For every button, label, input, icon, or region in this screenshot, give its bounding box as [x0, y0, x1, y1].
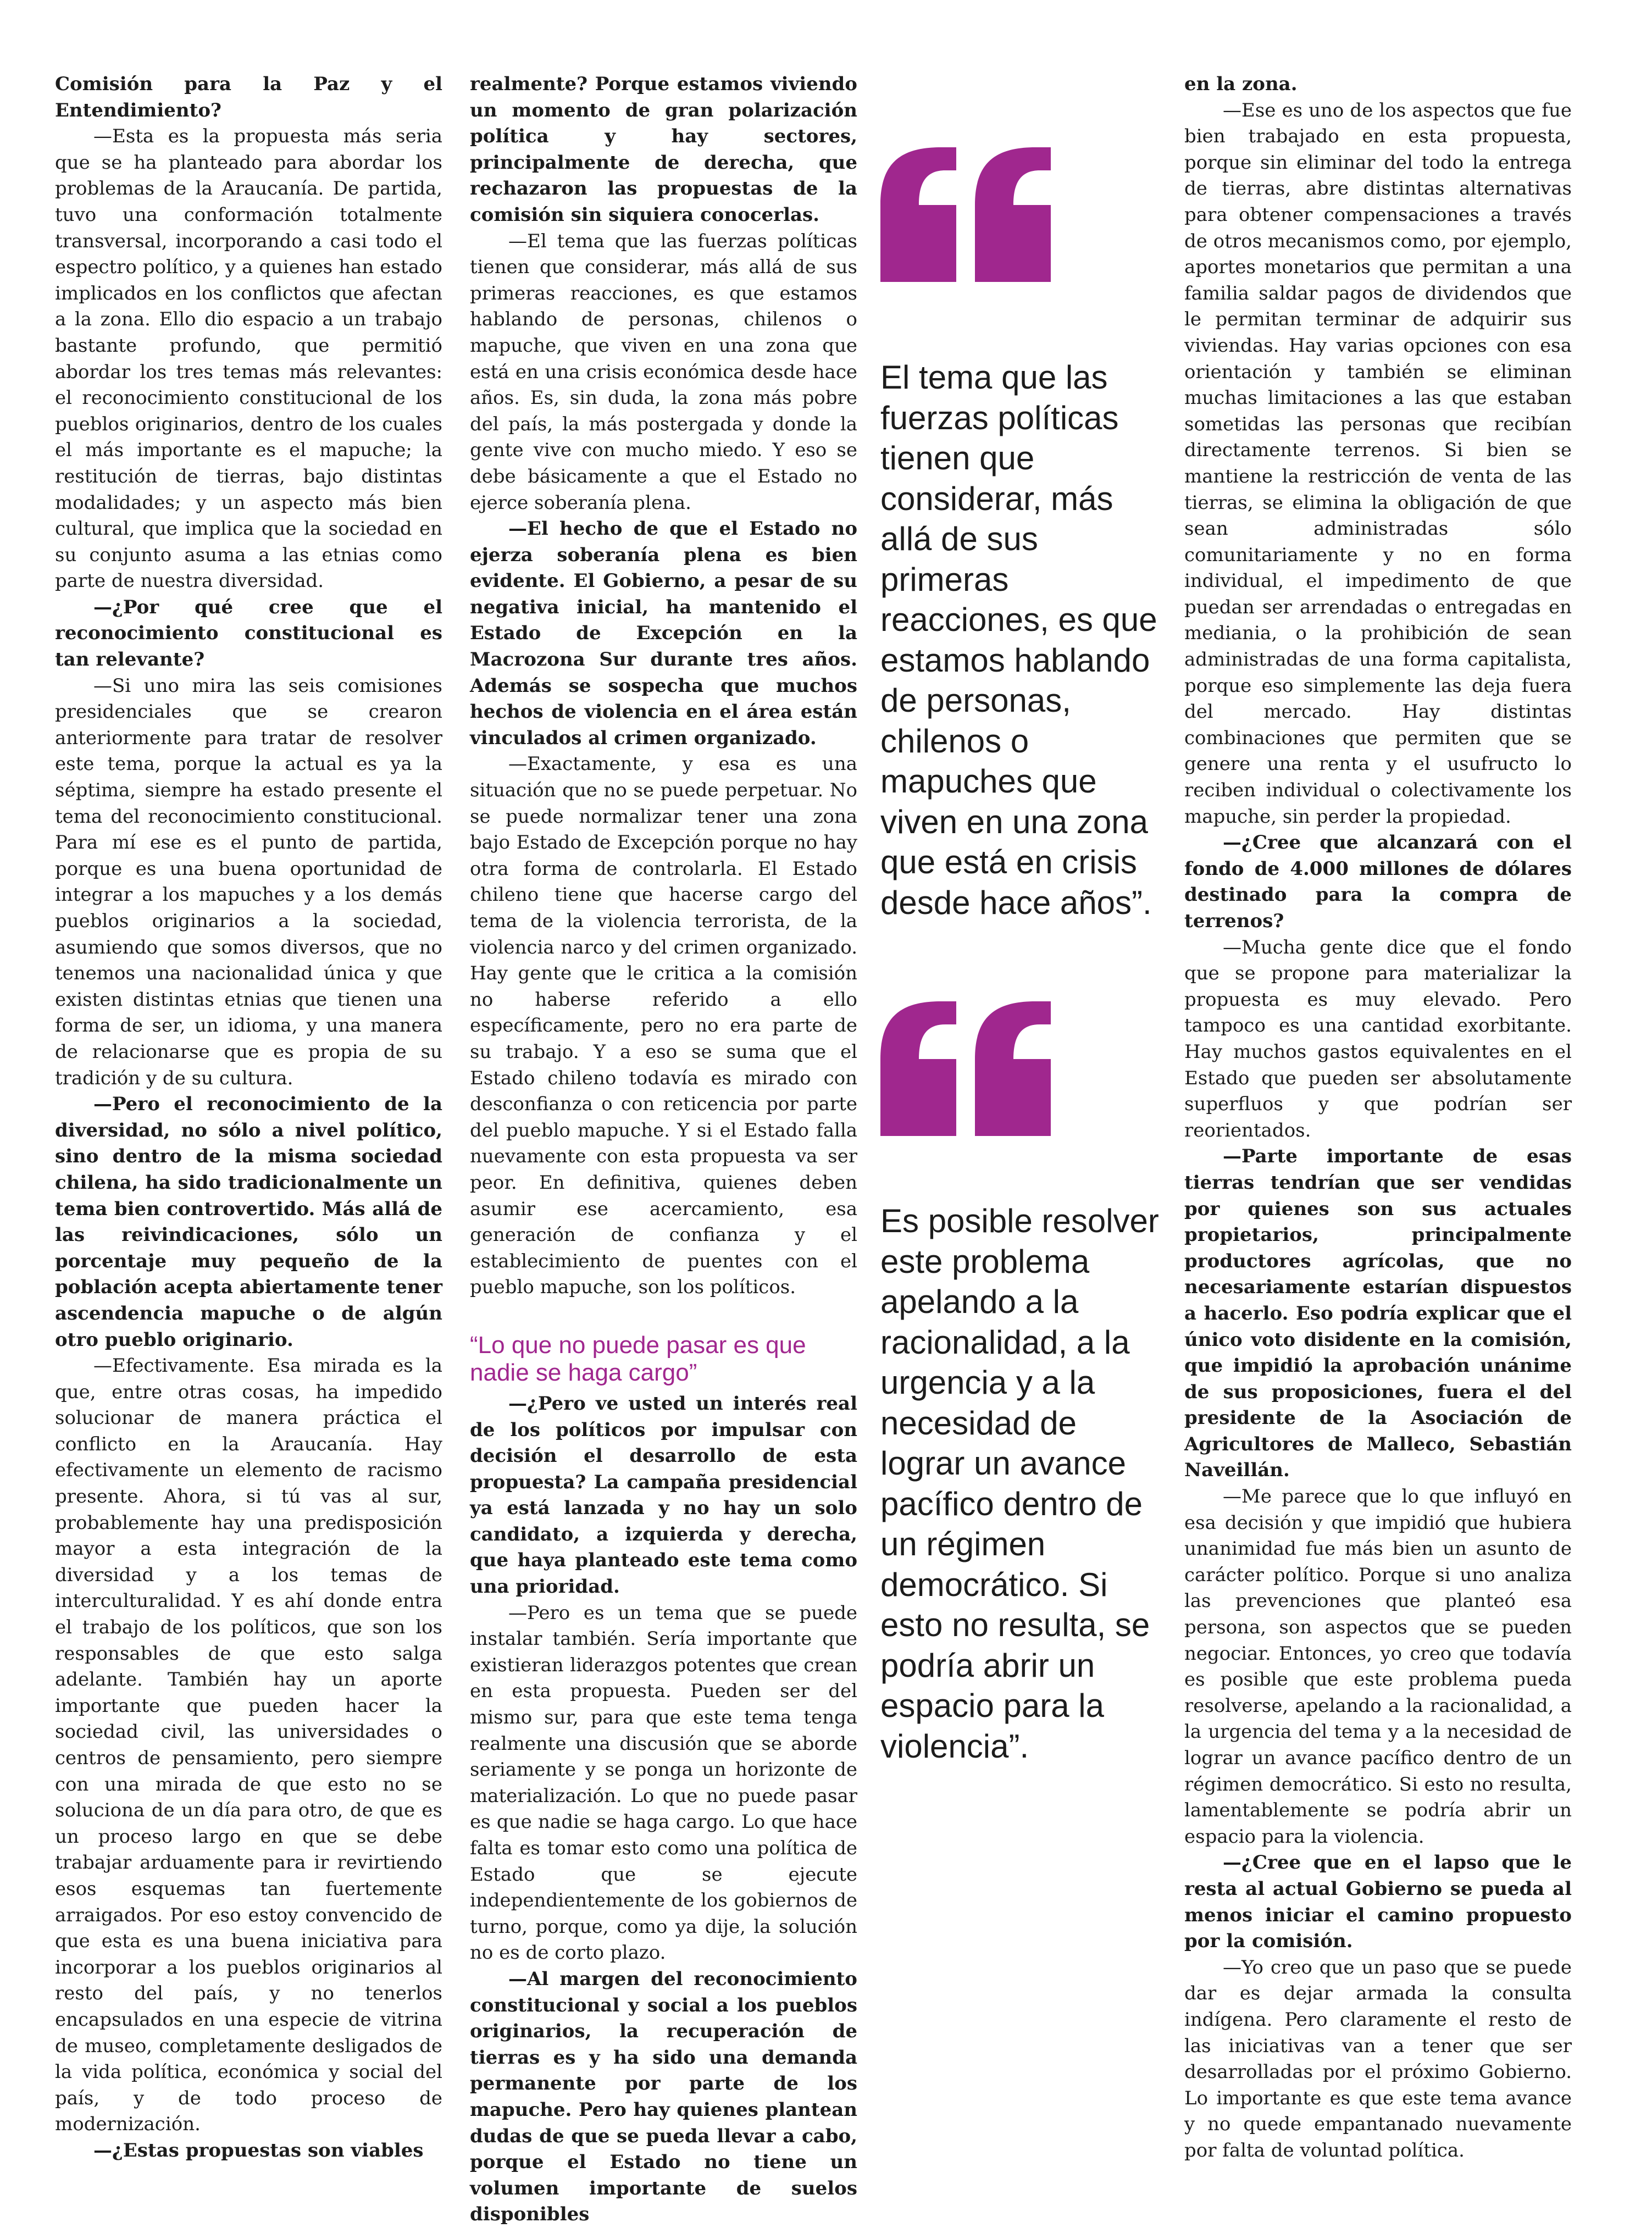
interview-answer: —Ese es uno de los aspectos que fue bien trabajado en esta propuesta, porque sin eliminar del todo la entrega de tierras, abre distintas alternativas para obtener compensaciones a través de otros mecanismos como, por ejemplo, aportes monetarios que permitan a una familia saldar pagos de dividendos que le permitan terminar de adquirir sus viviendas. Hay varias opciones con esa orientación y también se eliminan muchas limitaciones a las que estaban sometidas las personas que recibían directamente terrenos. Si bien se mantiene la restricción de venta de las tierras, se elimina la obligación de que sean administradas sólo comunitariamente y no en forma individual, el impedimento de que puedan ser arrendadas o entregadas en mediania, o la prohibición de sean administradas de una forma capitalista, porque eso simplemente las deja fuera del mercado. Hay distintas combinaciones que permiten que se genere una renta y el usufructo lo reciben individual o colectivamente los mapuche, sin perder la propiedad.	[1184, 99, 1572, 828]
interview-question: —El hecho de que el Estado no ejerza soberanía plena es bien evidente. El Gobierno, a pesar de su negativa inicial, ha mantenido el Estado de Excepción en la Macrozona Sur durante tres años. Además se sospecha que muchos hechos de violencia en el área están vinculados al crimen organizado.	[470, 518, 857, 749]
interview-question: —Pero el reconocimiento de la diversidad, no sólo a nivel político, sino dentro de la misma sociedad chilena, ha sido tradicionalmente un tema bien controvertido. Más allá de las reivindicaciones, sólo un porcentaje muy pequeño de la población acepta abiertamente tener ascendencia mapuche o de algún otro pueblo originario.	[55, 1093, 442, 1351]
interview-question: —¿Cree que en el lapso que le resta al actual Gobierno se pueda al menos iniciar el camino propuesto por la comisión.	[1184, 1852, 1572, 1953]
quote-mark-icon	[880, 1001, 1051, 1139]
interview-question: —Parte importante de esas tierras tendrían que ser vendidas por quienes son sus actuales propietarios, principalmente productores agrícolas, que no necesariamente estarían dispuestos a hacerlo. Eso podría explicar que el único voto disidente en la comisión, que impidió la aprobación unánime de sus proposiciones, fuera el del presidente de la Asociación de Agricultores de Malleco, Sebastián Naveillán.	[1184, 1145, 1572, 1482]
interview-question: —Al margen del reconocimiento constitucional y social a los pueblos originarios, la recuperación de tierras es y ha sido una demanda permanente por parte de los mapuche. Pero hay quienes plantean dudas de que se pueda llevar a cabo, porque el Estado no tiene un volumen importante de suelos disponibles	[470, 1967, 857, 2226]
article-column-1	[55, 71, 442, 2164]
pull-quote-text: Es posible resolver este problema apelando a la racionalidad, a la urgencia y a la necesidad de lograr un avance pacífico dentro de un régimen democrático. Si esto no resulta, se podría abrir un espacio para la violencia”.	[880, 1202, 1159, 1765]
interview-answer: —Efectivamente. Esa mirada es la que, entre otras cosas, ha impedido solucionar de manera práctica el conflicto en la Araucanía. Hay efectivamente un elemento de racismo presente. Ahora, si tú vas al sur, probablemente hay una predisposición mayor a esta integración de la diversidad y a los temas de interculturalidad. Y es ahí donde entra el trabajo de los políticos, que son los responsables de que esto salga adelante. También hay un aporte importante que pueden hacer la sociedad civil, las universidades o centros de pensamiento, pero siempre con una mirada de que esto no se soluciona de un día para otro, de que es un proceso largo en que se debe trabajar arduamente para ir revirtiendo esos esquemas tan fuertemente arraigados. Por eso estoy convencido de que esta es una buena iniciativa para incorporar a los pueblos originarios al resto del país, y no tenerlos encapsulados en una especie de vitrina de museo, completamente desligados de la vida política, económica y social del país, y de todo proceso de modernización.	[55, 1355, 442, 2136]
section-heading: “Lo que no puede pasar es que nadie se haga cargo”	[470, 1331, 806, 1386]
interview-answer: —Me parece que lo que influyó en esa decisión y que impidió que hubiera unanimidad fue más bien un asunto de carácter político. Porque si uno analiza las prevenciones que planteó esa persona, son aspectos que se pueden negociar. Entonces, yo creo que todavía es posible que este problema pueda resolverse, apelando a la racionalidad, a la urgencia del tema y a la necesidad de lograr un avance pacífico dentro de un régimen democrático. Si esto no resulta, lamentablemente se podría abrir un espacio para la violencia.	[1184, 1486, 1572, 1848]
interview-question: —¿Pero ve usted un interés real de los políticos por impulsar con decisión el desarrollo de esta propuesta? La campaña presidencial ya está lanzada y no hay un solo candidato, a izquierda y derecha, que haya planteado este tema como una prioridad.	[470, 1392, 857, 1598]
interview-answer: —Pero es un tema que se puede instalar también. Sería importante que existieran liderazgos potentes que crean en esta propuesta. Pueden ser del mismo sur, para que este tema tenga realmente una discusión que se aborde seriamente y se ponga un horizonte de materialización. Lo que no puede pasar es que nadie se haga cargo. Lo que hace falta es tomar esto como una política de Estado que se ejecute independientemente de los gobiernos de turno, porque, como ya dije, la solución no es de corto plazo.	[470, 1601, 857, 1964]
interview-answer: —Si uno mira las seis comisiones presidenciales que se crearon anteriormente para tratar de resolver este tema, porque la actual es ya la séptima, siempre ha estado presente el tema del reconocimiento constitucional. Para mí ese es el punto de partida, porque es una buena oportunidad de integrar a los mapuches y a los demás pueblos originarios a la sociedad, asumiendo que somos diversos, que no tenemos una nacionalidad única y que existen distintas etnias que tienen una forma de ser, un idioma, y una manera de relacionarse que es propia de su tradición y de su cultura.	[55, 674, 442, 1089]
interview-question: realmente? Porque estamos viviendo un momento de gran polarización política y hay sectores, principalmente de derecha, que rechazaron las propuestas de la comisión sin siquiera conocerlas.	[470, 73, 857, 226]
interview-answer: —El tema que las fuerzas políticas tienen que considerar, más allá de sus primeras reacciones, es que estamos hablando de personas, chilenos o mapuche, que viven en una zona que está en una crisis económica desde hace años. Es, sin duda, la zona más pobre del país, la más postergada y donde la gente vive con mucho miedo. Y eso se debe básicamente a que el Estado no ejerce soberanía plena.	[470, 230, 857, 514]
interview-answer: —Esta es la propuesta más seria que se ha planteado para abordar los problemas de la Araucanía. De partida, tuvo una conformación totalmente transversal, incorporando a casi todo el espectro político, y a quienes han estado implicados en los conflictos que afectan a la zona. Ello dio espacio a un trabajo bastante profundo, que permitió abordar los tres temas más relevantes: el reconocimiento constitucional de los pueblos originarios, dentro de los cuales el más importante es el mapuche; la restitución de tierras, bajo distintas modalidades; y un aspecto más bien cultural, que implica que la sociedad en su conjunto asuma a las etnias como parte de nuestra diversidad.	[55, 125, 442, 592]
article-column-2	[470, 71, 857, 2228]
interview-answer: —Yo creo que un paso que se puede dar es dejar armada la consulta indígena. Pero claramente el resto de las iniciativas van a tener que ser desarrolladas por el próximo Gobierno. Lo importante es que este tema avance y no quede empantanado nuevamente por falta de voluntad política.	[1184, 1956, 1572, 2162]
interview-question: —¿Por qué cree que el reconocimiento constitucional es tan relevante?	[55, 596, 442, 671]
interview-question: —¿Cree que alcanzará con el fondo de 4.000 millones de dólares destinado para la compra de terrenos?	[1184, 832, 1572, 932]
interview-answer: —Mucha gente dice que el fondo que se propone para materializar la propuesta es muy elevado. Pero tampoco es una cantidad exorbitante. Hay muchos gastos equivalentes en el Estado que pueden ser absolutamente superfluos y que podrían ser reorientados.	[1184, 936, 1572, 1141]
pull-quote-text: El tema que las fuerzas políticas tienen que considerar, más allá de sus primeras reacciones, es que estamos hablando de personas, chilenos o mapuches que viven en una zona que está en crisis desde hace años”.	[880, 359, 1157, 921]
article-column-4	[1184, 71, 1572, 2164]
pull-quote-1	[880, 357, 1166, 923]
quote-mark-icon	[880, 147, 1051, 285]
interview-answer: —Exactamente, y esa es una situación que no se puede perpetuar. No se puede normalizar tener una zona bajo Estado de Excepción porque no hay otra forma de controlarla. El Estado chileno tiene que hacerse cargo del tema de la violencia terrorista, de la violencia narco y del crimen organizado. Hay gente que le critica a la comisión no haberse referido a ello específicamente, pero no era parte de su trabajo. Y a eso se suma que el Estado chileno todavía es mirado con desconfianza o con reticencia por parte del pueblo mapuche. Y si el Estado falla nuevamente con esta propuesta va ser peor. En definitiva, quienes deben asumir ese acercamiento, esa generación de confianza y el establecimiento de puentes con el pueblo mapuche, son los políticos.	[470, 753, 857, 1299]
interview-question: Comisión para la Paz y el Entendimiento?	[55, 73, 442, 121]
interview-question: —¿Estas propuestas son viables	[93, 2139, 424, 2162]
interview-question: en la zona.	[1184, 73, 1298, 95]
pull-quote-2	[880, 1201, 1166, 1766]
